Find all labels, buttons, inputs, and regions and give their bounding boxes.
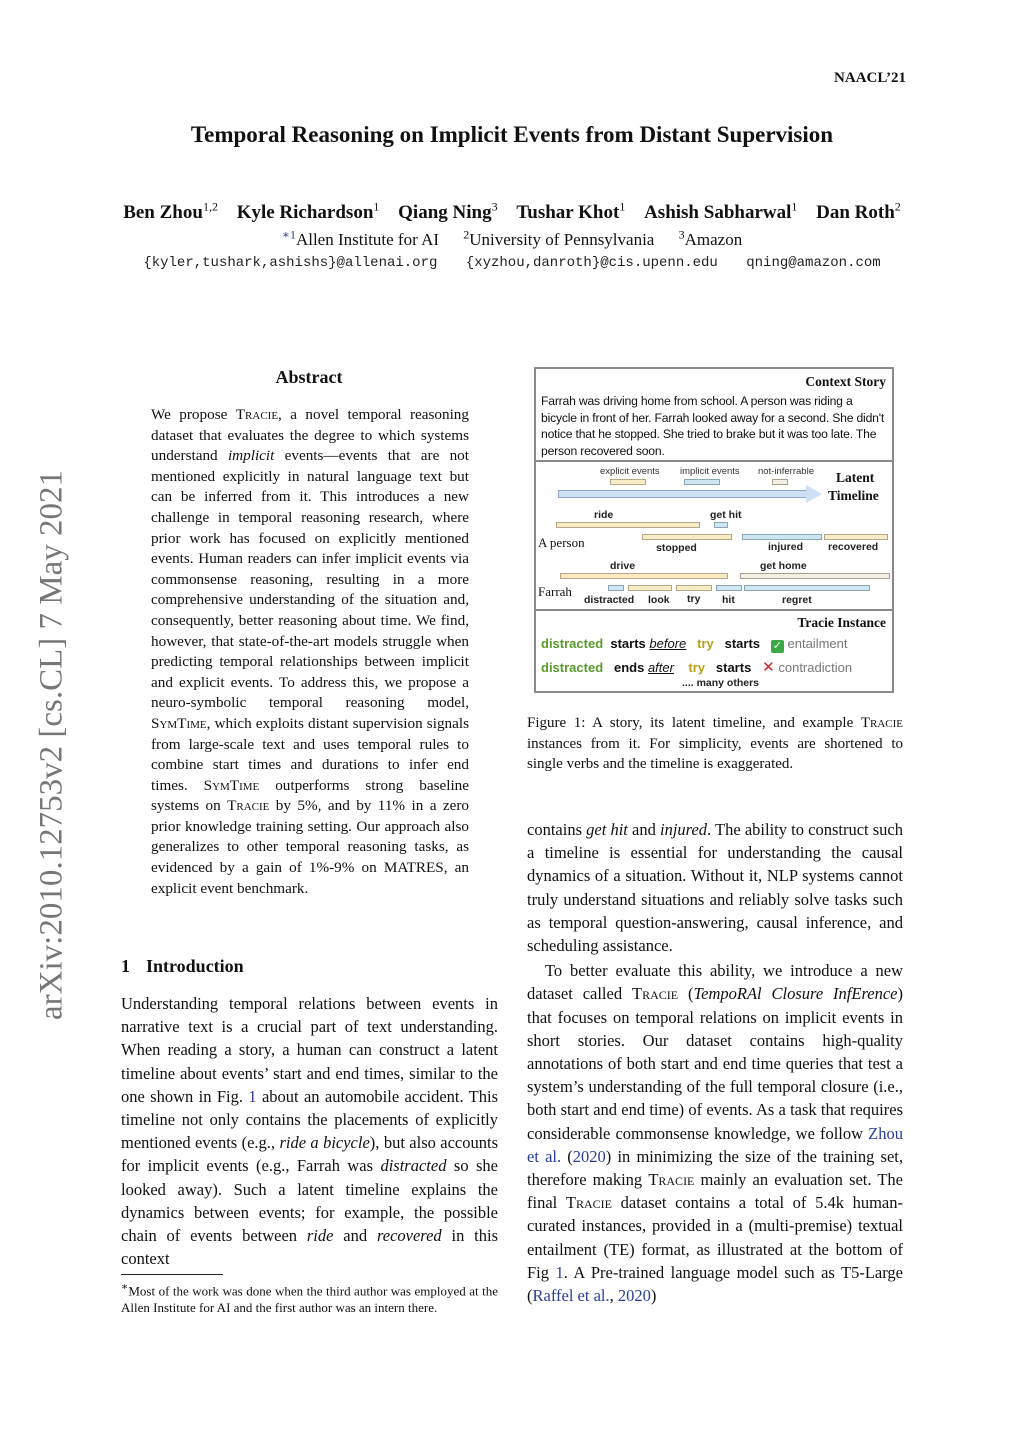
bar-regret xyxy=(744,585,870,591)
event-regret: regret xyxy=(782,594,812,606)
paper-title: Temporal Reasoning on Implicit Events from Distant Supervision xyxy=(190,122,834,147)
tracie-instance-title: Tracie Instance xyxy=(797,615,886,630)
bar-get-home xyxy=(740,573,890,579)
latent-title-2: Timeline xyxy=(828,488,879,503)
footnote-rule xyxy=(121,1274,223,1275)
legend-noninferrable: not-inferrable xyxy=(758,466,814,477)
author-1: Ben Zhou$^{1,2}$ xyxy=(123,200,218,224)
intro-paragraph: Understanding temporal relations between events in narrative text is a crucial part of text understanding. When reading a story, a human can construct a latent timeline about events’ start and end times, similar to the one shown in Fig. 1 about an automobile accident. This timeline not only contains the placements of explicitly mentioned events (e.g., ride a bicycle), but also accounts for implicit events (e.g., Farrah was distracted so she looked away). Such a latent timeline explains the dynamics between events; for example, the possible chain of events between ride and recovered in this context xyxy=(121,994,499,1269)
event-try: try xyxy=(687,593,701,605)
author-2: Kyle Richardson$^1$ xyxy=(236,200,380,224)
citation-raffel[interactable]: Raffel et al. xyxy=(532,1286,610,1306)
event-look: look xyxy=(648,594,670,606)
event-recovered: recovered xyxy=(828,541,879,553)
instance-2: distracted ends after try starts ✕ contradiction xyxy=(541,659,853,676)
check-icon: ✓ xyxy=(772,640,782,652)
section-heading-introduction: 1 Introduction xyxy=(121,956,244,976)
figure-divider-2 xyxy=(536,609,892,611)
context-story-title: Context Story xyxy=(805,374,886,389)
bar-stopped xyxy=(642,534,732,540)
event-get-home: get home xyxy=(760,560,807,572)
bar-try xyxy=(676,585,712,591)
legend-explicit-bar xyxy=(610,479,646,485)
author-3: Qiang Ning$^3$ xyxy=(398,200,498,224)
paragraph-tracie-intro: To better evaluate this ability, we introduce a new dataset called Tracie (TempoRAl Closure InfErence) that focuses on temporal relations on implicit events in short stories. Our dataset contains high-quality annotations of both start and end time queries that test a system’s understanding of the full temporal closure (i.e., both start and end time) of events. As a task that requires considerable commonsense knowledge, we follow Zhou et al. (2020) in minimizing the size of the training set, therefore making Tracie mainly an evaluation set. The final Tracie dataset contains a total of 5.4k human-curated instances, provided in a (multi-premise) textual entailment (TE) format, as illustrated at the bottom of Fig 1. A Pre-trained language model such as T5-Large (Raffel et al., 2020) xyxy=(527,961,904,1306)
event-get-hit: get hit xyxy=(710,509,742,521)
author-list xyxy=(0,200,1024,224)
context-story-text: Farrah was driving home from school. A person was riding a bicycle in front of her. Farrah looked away for a second. She didn't notice that he stopped. She tried to brake but it was too late. The person recovered soon. xyxy=(541,394,885,458)
citation-zhou[interactable]: Zhou et al. xyxy=(527,1123,903,1166)
venue-label: NAACL’21 xyxy=(834,70,906,86)
affiliation-list xyxy=(0,227,1024,250)
event-ride: ride xyxy=(594,509,614,521)
legend-explicit: explicit events xyxy=(600,466,660,477)
timeline-arrow-head xyxy=(806,485,822,503)
citation-raffel-year[interactable]: 2020 xyxy=(617,1286,651,1306)
latent-title-1: Latent xyxy=(836,470,875,485)
legend-noninferrable-bar xyxy=(772,479,788,485)
row-label-person: A person xyxy=(538,535,585,550)
footnote: ∗Most of the work was done when the third author was employed at the Allen Institute for AI and the first author was an intern there. xyxy=(121,1281,498,1316)
email-upenn[interactable]: {xyzhou,danroth}@cis.upenn.edu xyxy=(465,255,718,271)
abstract-body: We propose Tracie, a novel temporal reasoning dataset that evaluates the degree to which systems understand implicit events—events that are not mentioned explicitly in natural language text but can be inferred from it. This introduces a new challenge in temporal reasoning research, where prior work has focused on explicitly mentioned events. Human readers can infer implicit events via commonsense reasoning, resulting in a more comprehensive understanding of the situation and, consequently, better reasoning about time. We find, however, that state-of-the-art models struggle when predicting temporal relationships between implicit and explicit events. To address this, we propose a neuro-symbolic temporal reasoning model, SymTime, which exploits distant supervision signals from large-scale text and uses temporal rules to combine start times and durations to infer end times. SymTime outperforms strong baseline systems on Tracie by 5%, and by 11% in a zero prior knowledge training setting. Our approach also generalizes to other temporal reasoning tasks, as evidenced by a gain of 1%-9% on MATRES, an explicit event benchmark. xyxy=(151,406,470,897)
bar-look xyxy=(628,585,672,591)
instance-1: distracted starts before try starts ✓ entailment xyxy=(541,636,848,652)
legend-implicit-bar xyxy=(684,479,720,485)
email-amazon[interactable]: qning@amazon.com xyxy=(746,255,881,271)
bar-injured xyxy=(742,534,822,540)
figure-1 xyxy=(534,367,894,693)
author-6: Dan Roth$^2$ xyxy=(816,200,901,224)
legend-implicit: implicit events xyxy=(680,466,740,477)
event-drive: drive xyxy=(610,560,636,572)
bar-distracted xyxy=(608,585,624,591)
row-label-farrah: Farrah xyxy=(538,584,572,599)
citation-zhou-year[interactable]: 2020 xyxy=(572,1146,606,1166)
email-list xyxy=(0,255,1024,271)
abstract-heading: Abstract xyxy=(275,367,343,387)
figure-link-2[interactable]: 1 xyxy=(555,1262,564,1282)
author-5: Ashish Sabharwal$^1$ xyxy=(644,200,798,224)
bar-get-hit xyxy=(714,522,728,528)
cross-icon: ✕ xyxy=(762,659,775,676)
affiliation-3: $^3$Amazon xyxy=(678,227,743,249)
event-hit: hit xyxy=(722,594,735,606)
figure-caption: Figure 1: A story, its latent timeline, and example Tracie instances from it. For simplicity, events are shortened to single verbs and the timeline is exaggerated. xyxy=(527,715,903,772)
event-distracted: distracted xyxy=(584,594,635,606)
affiliation-1: $^{∗1}$Allen Institute for AI xyxy=(281,227,440,249)
figure-link[interactable]: 1 xyxy=(248,1086,257,1106)
timeline-arrow xyxy=(558,490,808,498)
arxiv-watermark: arXiv:2010.12753v2 [cs.CL] 7 May 2021 xyxy=(33,470,70,1020)
bar-recovered xyxy=(824,534,888,540)
affiliation-2: $^2$University of Pennsylvania xyxy=(463,227,655,249)
paragraph-contains: contains get hit and injured. The ability to construct such a timeline is essential for understanding the causal dynamics of a situation. Without it, NLP systems cannot truly understand situations and reliably solve tasks such as temporal question-answering, causal inference, and scheduling assistance. xyxy=(527,820,904,956)
author-4: Tushar Khot$^1$ xyxy=(516,200,626,224)
event-stopped: stopped xyxy=(656,542,697,554)
bar-ride xyxy=(556,522,700,528)
email-allenai[interactable]: {kyler,tushark,ashishs}@allenai.org xyxy=(143,255,438,271)
figure-divider-1 xyxy=(536,460,892,462)
bar-hit xyxy=(716,585,742,591)
event-injured: injured xyxy=(768,541,804,553)
right-column-text xyxy=(527,818,903,1307)
bar-drive xyxy=(560,573,728,579)
many-others: .... many others xyxy=(682,677,760,689)
